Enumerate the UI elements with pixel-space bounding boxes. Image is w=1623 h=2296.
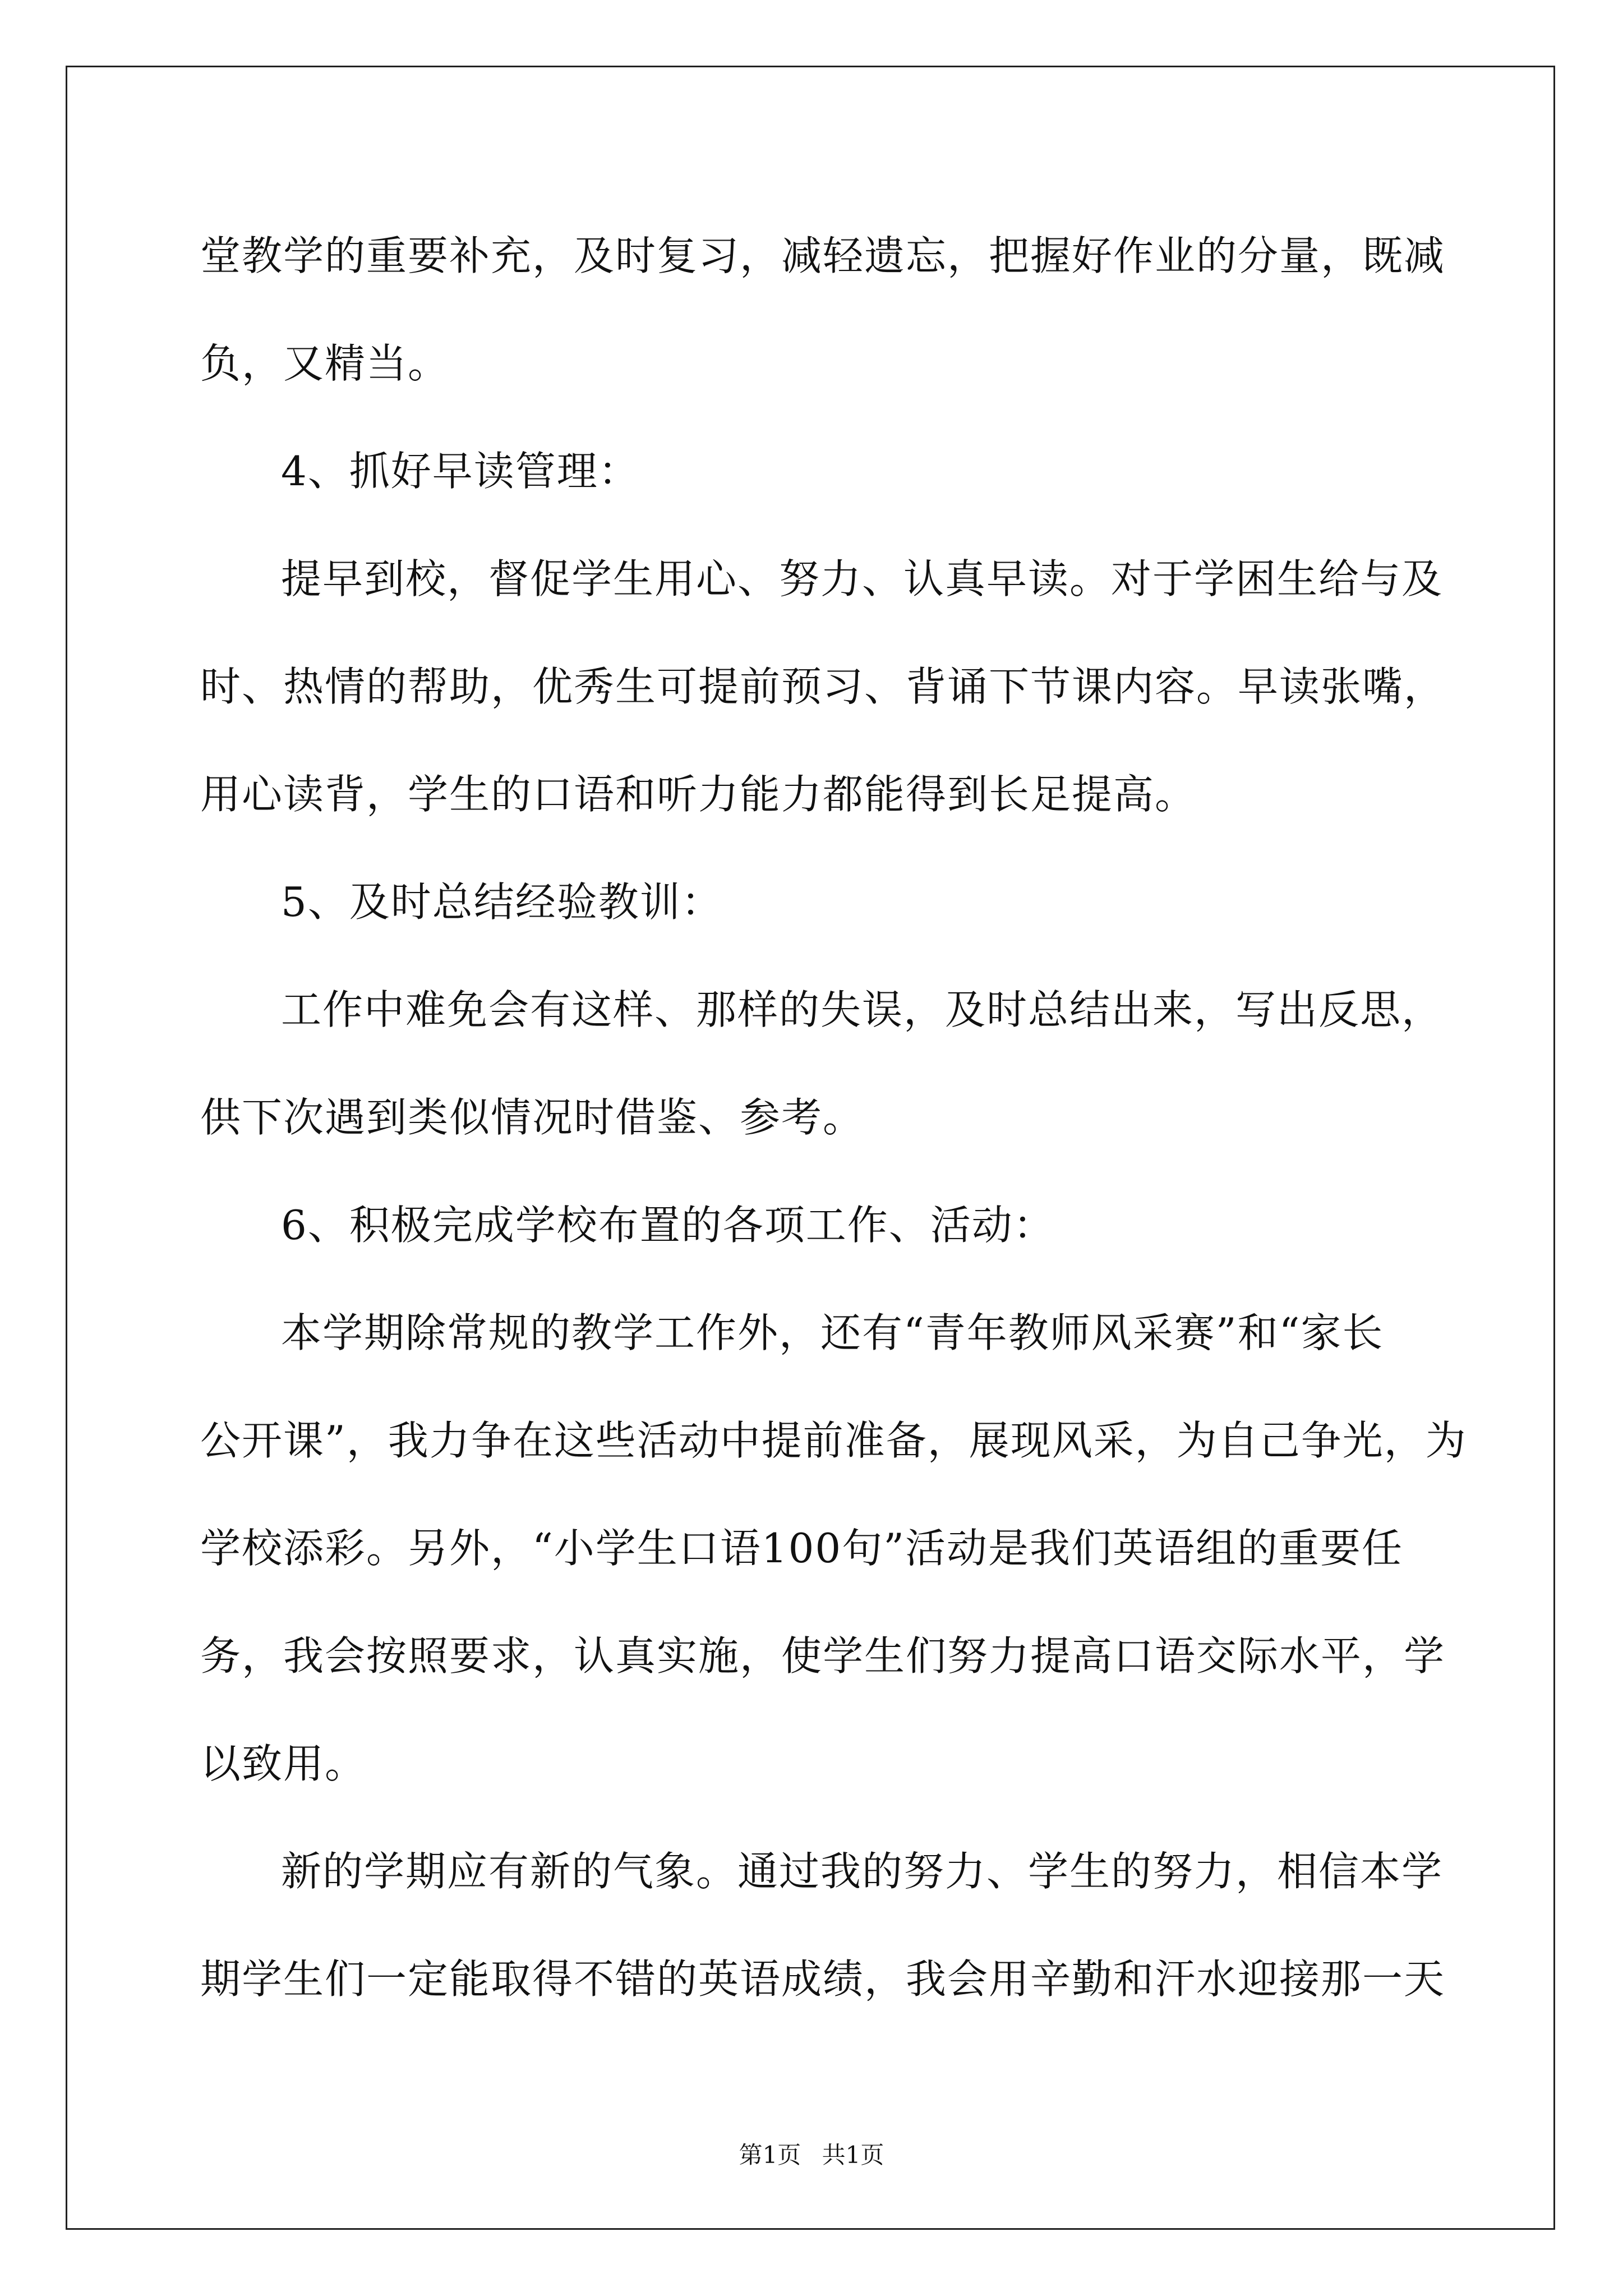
text-line: 供下次遇到类似情况时借鉴、参考。 — [200, 1094, 865, 1141]
text-line: 时、热情的帮助，优秀生可提前预习、背诵下节课内容。早读张嘴， — [200, 663, 1446, 710]
text-line: 堂教学的重要补充，及时复习，减轻遗忘，把握好作业的分量，既减 — [200, 232, 1446, 279]
text-line: 提早到校，督促学生用心、努力、认真早读。对于学困生给与及 — [281, 555, 1444, 602]
section-heading: 5、及时总结经验教训： — [281, 878, 723, 926]
text-line: 本学期除常规的教学工作外，还有“青年教师风采赛”和“家长 — [281, 1309, 1384, 1356]
page-number: 第1页 — [739, 2141, 801, 2169]
text-line: 用心读背，学生的口语和听力能力都能得到长足提高。 — [200, 771, 1197, 818]
page-total: 共1页 — [822, 2141, 884, 2169]
section-heading: 4、抓好早读管理： — [281, 448, 640, 495]
text-line: 公开课”，我力争在这些活动中提前准备，展现风采，为自己争光，为 — [200, 1417, 1467, 1464]
page-footer — [0, 2138, 1623, 2172]
text-line: 期学生们一定能取得不错的英语成绩，我会用辛勤和汗水迎接那一天 — [200, 1955, 1446, 2003]
text-line: 学校添彩。另外，“小学生口语100句”活动是我们英语组的重要任 — [200, 1525, 1404, 1572]
text-line: 新的学期应有新的气象。通过我的努力、学生的努力，相信本学 — [281, 1848, 1444, 1895]
text-line: 负，又精当。 — [200, 340, 450, 387]
text-line: 务，我会按照要求，认真实施，使学生们努力提高口语交际水平，学 — [200, 1632, 1446, 1680]
document-body — [200, 202, 1467, 2033]
section-heading: 6、积极完成学校布置的各项工作、活动： — [281, 1202, 1055, 1249]
text-line: 以致用。 — [200, 1740, 367, 1787]
text-line: 工作中难免会有这样、那样的失误，及时总结出来，写出反思， — [281, 986, 1444, 1033]
